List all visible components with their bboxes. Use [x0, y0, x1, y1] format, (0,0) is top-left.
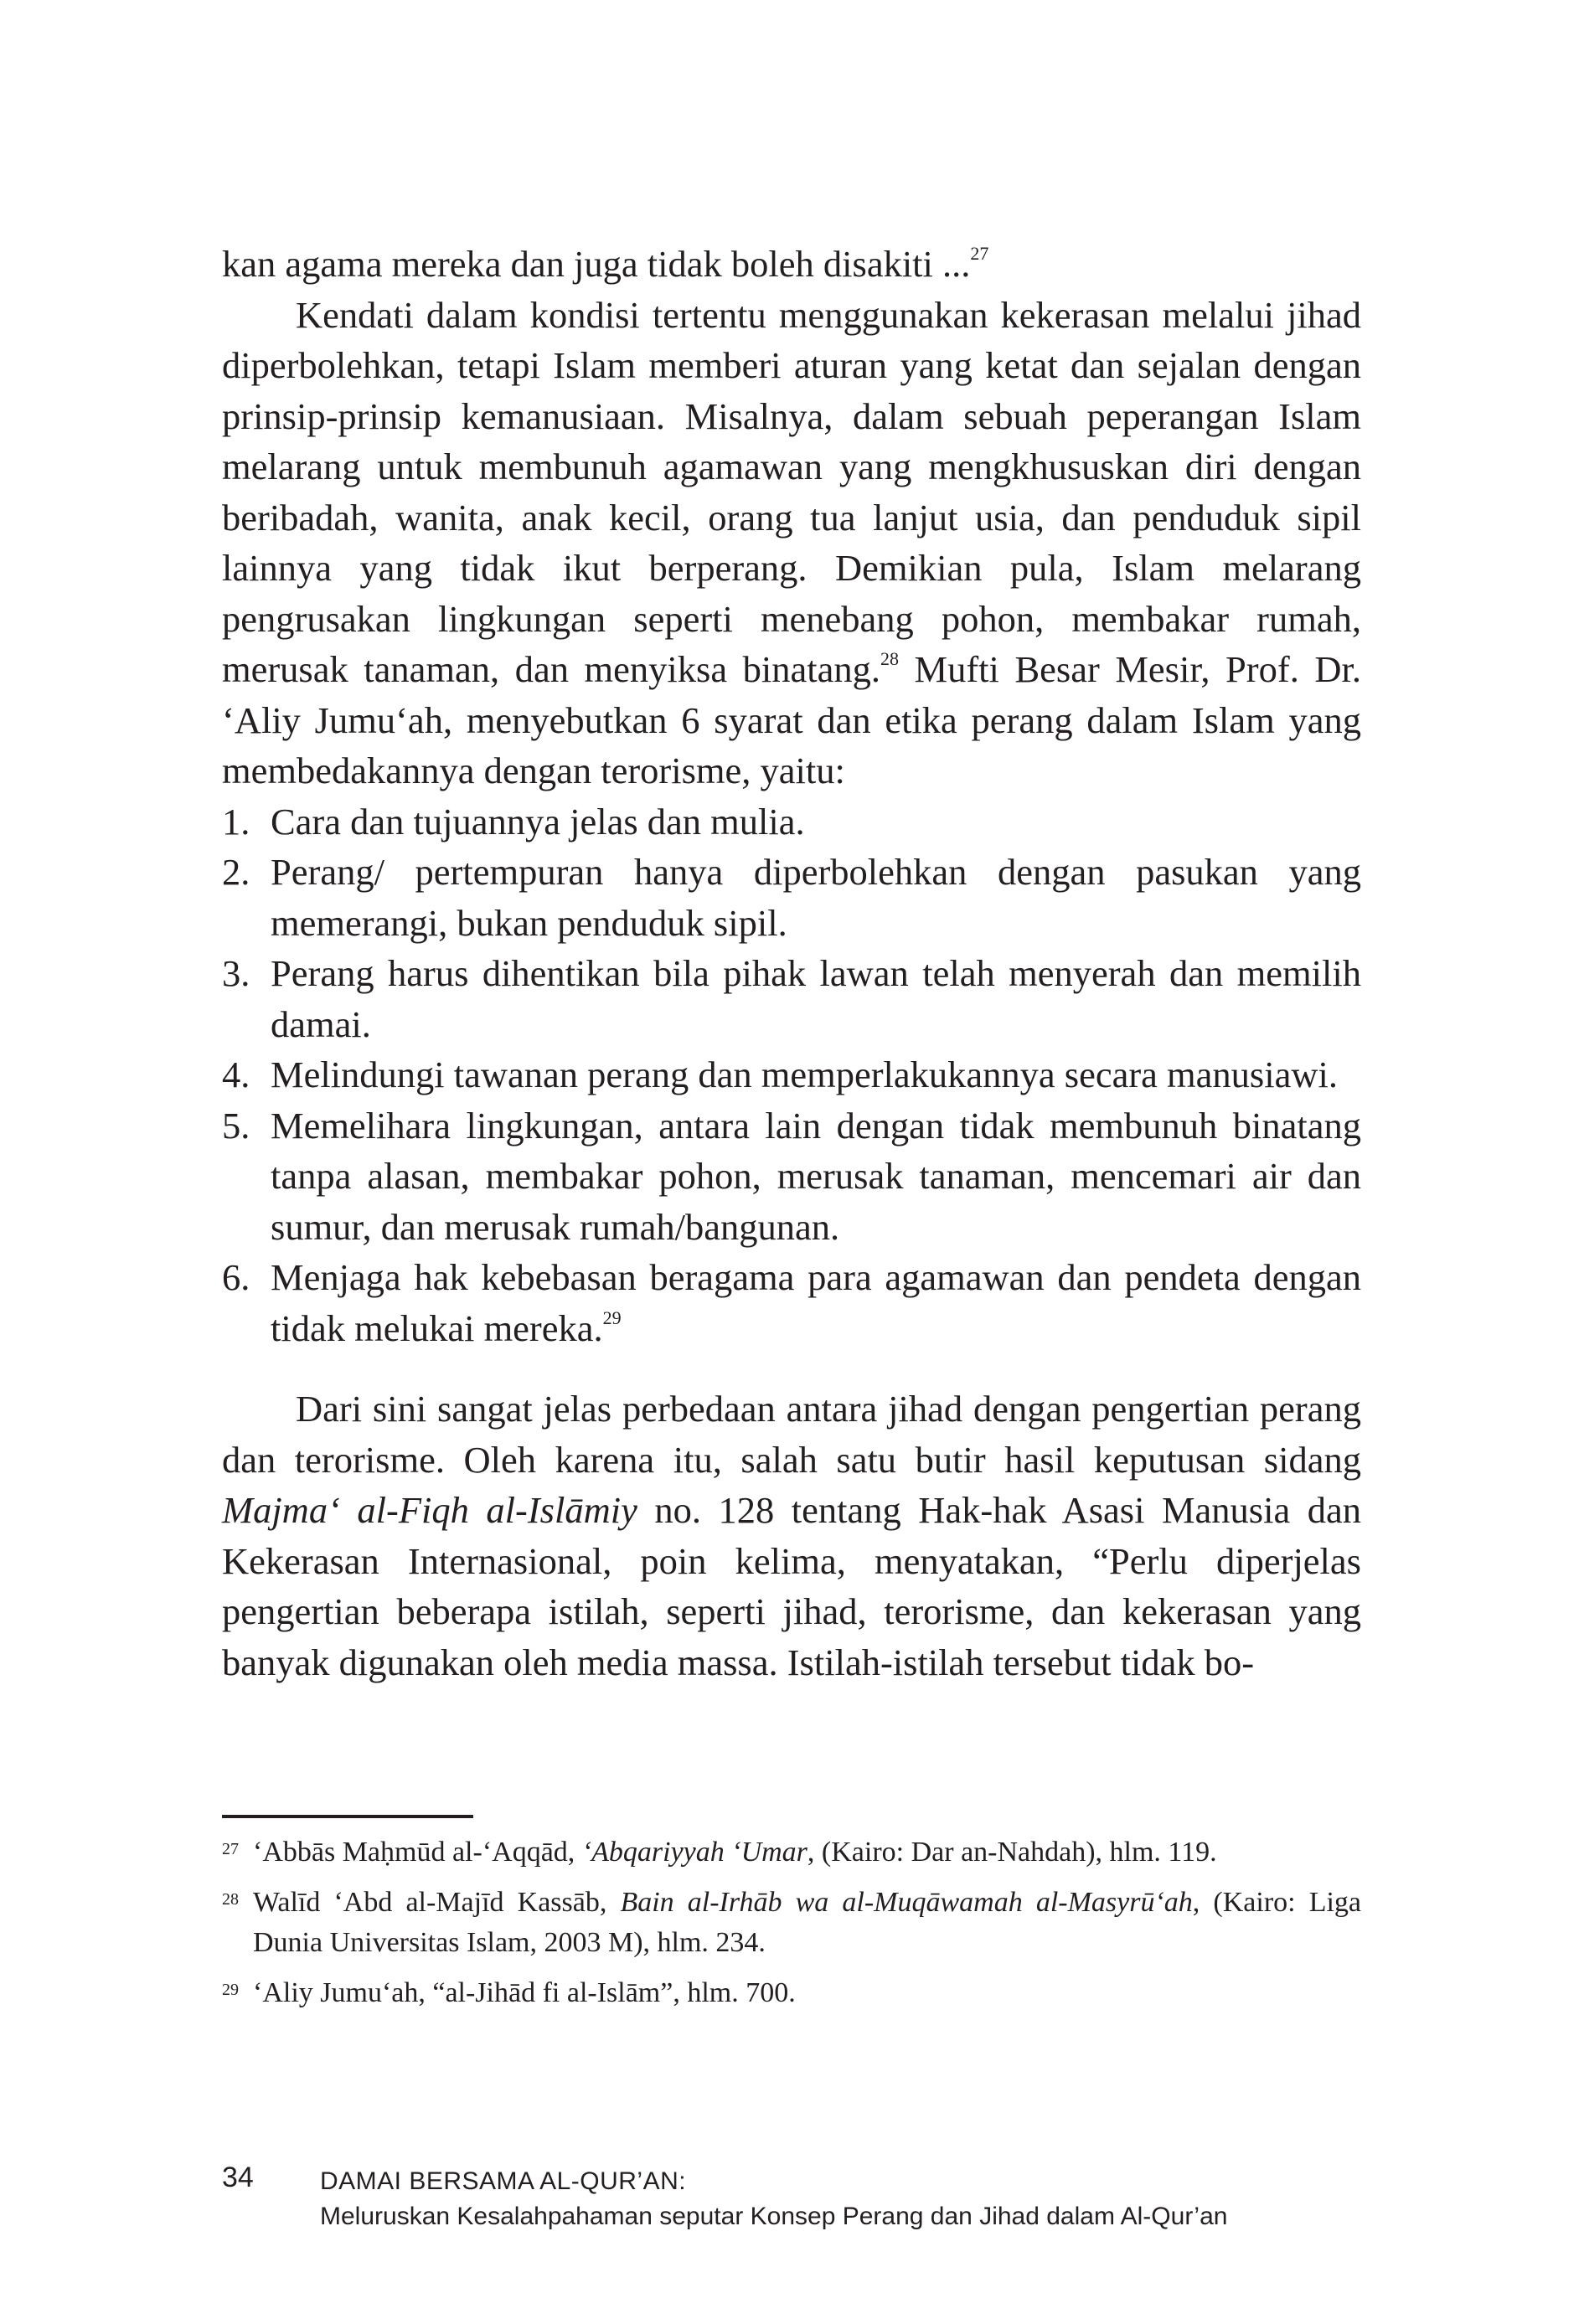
- list-item: [222, 1252, 1361, 1353]
- paragraph-conclusion: [222, 1384, 1361, 1688]
- list-text: Cara dan tujuannya jelas dan mulia.: [271, 800, 805, 843]
- paragraph-text-tail: no. 128 tentang Hak-hak Asasi Manusia dan Kekerasan Internasional, poin kelima, menyatakan, “Perlu diperjelas pengertian beberapa istilah, seperti jihad, terorisme, dan kekerasan yang banyak digunakan oleh media massa. Istilah-istilah tersebut tidak bo-: [222, 1489, 1361, 1683]
- list-number: 5.: [222, 1104, 250, 1147]
- paragraph-text-tail: Mufti Besar Mesir, Prof. Dr. ‘Aliy Jumu‘ah, menyebutkan 6 syarat dan etika perang dalam Islam yang membedakannya dengan terorisme, yaitu:: [222, 648, 1361, 791]
- list-number: 4.: [222, 1054, 250, 1095]
- footnotes: [222, 1832, 1361, 2023]
- list-text: Melindungi tawanan perang dan memperlakukannya secara manusiawi.: [271, 1054, 1338, 1095]
- paragraph-text: kan agama mereka dan juga tidak boleh disakiti ...: [222, 243, 971, 285]
- list-number: 3.: [222, 952, 250, 994]
- footnote-divider: [222, 1815, 473, 1818]
- war-conditions-list: [222, 796, 1361, 1354]
- list-item: [222, 847, 1361, 948]
- paragraph-war-ethics: [222, 290, 1361, 796]
- list-item: [222, 948, 1361, 1049]
- footnote-number: 27: [222, 1840, 239, 1858]
- list-item: [222, 796, 1361, 848]
- footnote-text: ‘Aliy Jumu‘ah, “al-Jihād fi al-Islām”, hlm. 700.: [253, 1977, 796, 2008]
- footnote-italic-title: Bain al-Irhāb wa al-Muqāwamah al-Masyrū‘ah: [620, 1887, 1193, 1918]
- list-text: [271, 1252, 1361, 1353]
- footnote-28: [222, 1883, 1361, 1963]
- paragraph-text: Dari sini sangat jelas perbedaan antara jihad dengan pengertian perang dan terorisme. Oleh karena itu, salah satu butir hasil keputusan sidang: [222, 1388, 1361, 1481]
- paragraph-text: Kendati dalam kondisi tertentu menggunakan kekerasan melalui jihad diperbolehkan, tetapi Islam memberi aturan yang ketat dan sejalan dengan prinsip-prinsip kemanusiaan. Misalnya, dalam sebuah peperangan Islam melarang untuk membunuh agamawan yang mengkhususkan diri dengan beribadah, wanita, anak kecil, orang tua lanjut usia, dan penduduk sipil lainnya yang tidak ikut berperang. Demikian pula, Islam melarang pengrusakan lingkungan seperti menebang pohon, membakar rumah, merusak tanaman, dan menyiksa binatang.: [222, 293, 1361, 690]
- footnote-text-tail: , (Kairo: Dar an-Nahdah), hlm. 119.: [807, 1837, 1217, 1868]
- list-item: [222, 1049, 1361, 1100]
- running-subtitle: Meluruskan Kesalahpahaman seputar Konsep Perang dan Jihad dalam Al-Qur’an: [320, 2203, 1228, 2230]
- list-text: Memelihara lingkungan, antara lain dengan tidak membunuh binatang tanpa alasan, membakar pohon, merusak tanaman, mencemari air dan sumur, dan merusak rumah/bangunan.: [271, 1104, 1361, 1248]
- page-number: 34: [222, 2162, 254, 2193]
- running-title: DAMAI BERSAMA AL-QUR’AN:: [320, 2167, 687, 2195]
- paragraph-continuation: [222, 239, 1361, 290]
- list-item: [222, 1100, 1361, 1253]
- main-text: [222, 239, 1361, 1688]
- footnote-29: [222, 1973, 1361, 2013]
- italic-source-title: Majma‘ al-Fiqh al-Islāmiy: [222, 1489, 637, 1531]
- list-text: Perang harus dihentikan bila pihak lawan telah menyerah dan memilih damai.: [271, 952, 1361, 1045]
- footnote-text: ‘Abbās Maḥmūd al-‘Aqqād,: [253, 1837, 582, 1868]
- list-text: Perang/ pertempuran hanya diperbolehkan dengan pasukan yang memerangi, bukan penduduk sipil.: [271, 851, 1361, 944]
- list-number: 2.: [222, 851, 250, 893]
- footnote-ref-28: 28: [880, 648, 899, 669]
- footnote-text-tail: , (Kairo: Liga Dunia Universitas Islam, 2003 M), hlm. 234.: [253, 1887, 1362, 1958]
- list-number: 6.: [222, 1256, 250, 1298]
- footnote-number: 29: [222, 1981, 239, 1999]
- footnote-italic-title: ‘Abqariyyah ‘Umar: [581, 1837, 807, 1868]
- footnote-ref-29: 29: [602, 1306, 622, 1328]
- list-text-content: Menjaga hak kebebasan beragama para agamawan dan pendeta dengan tidak melukai mereka.: [271, 1256, 1361, 1349]
- footnote-number: 28: [222, 1890, 239, 1909]
- footnote-text: Walīd ‘Abd al-Majīd Kassāb,: [253, 1887, 621, 1918]
- list-number: 1.: [222, 800, 250, 843]
- footnote-ref-27: 27: [970, 243, 989, 264]
- footnote-27: [222, 1832, 1361, 1873]
